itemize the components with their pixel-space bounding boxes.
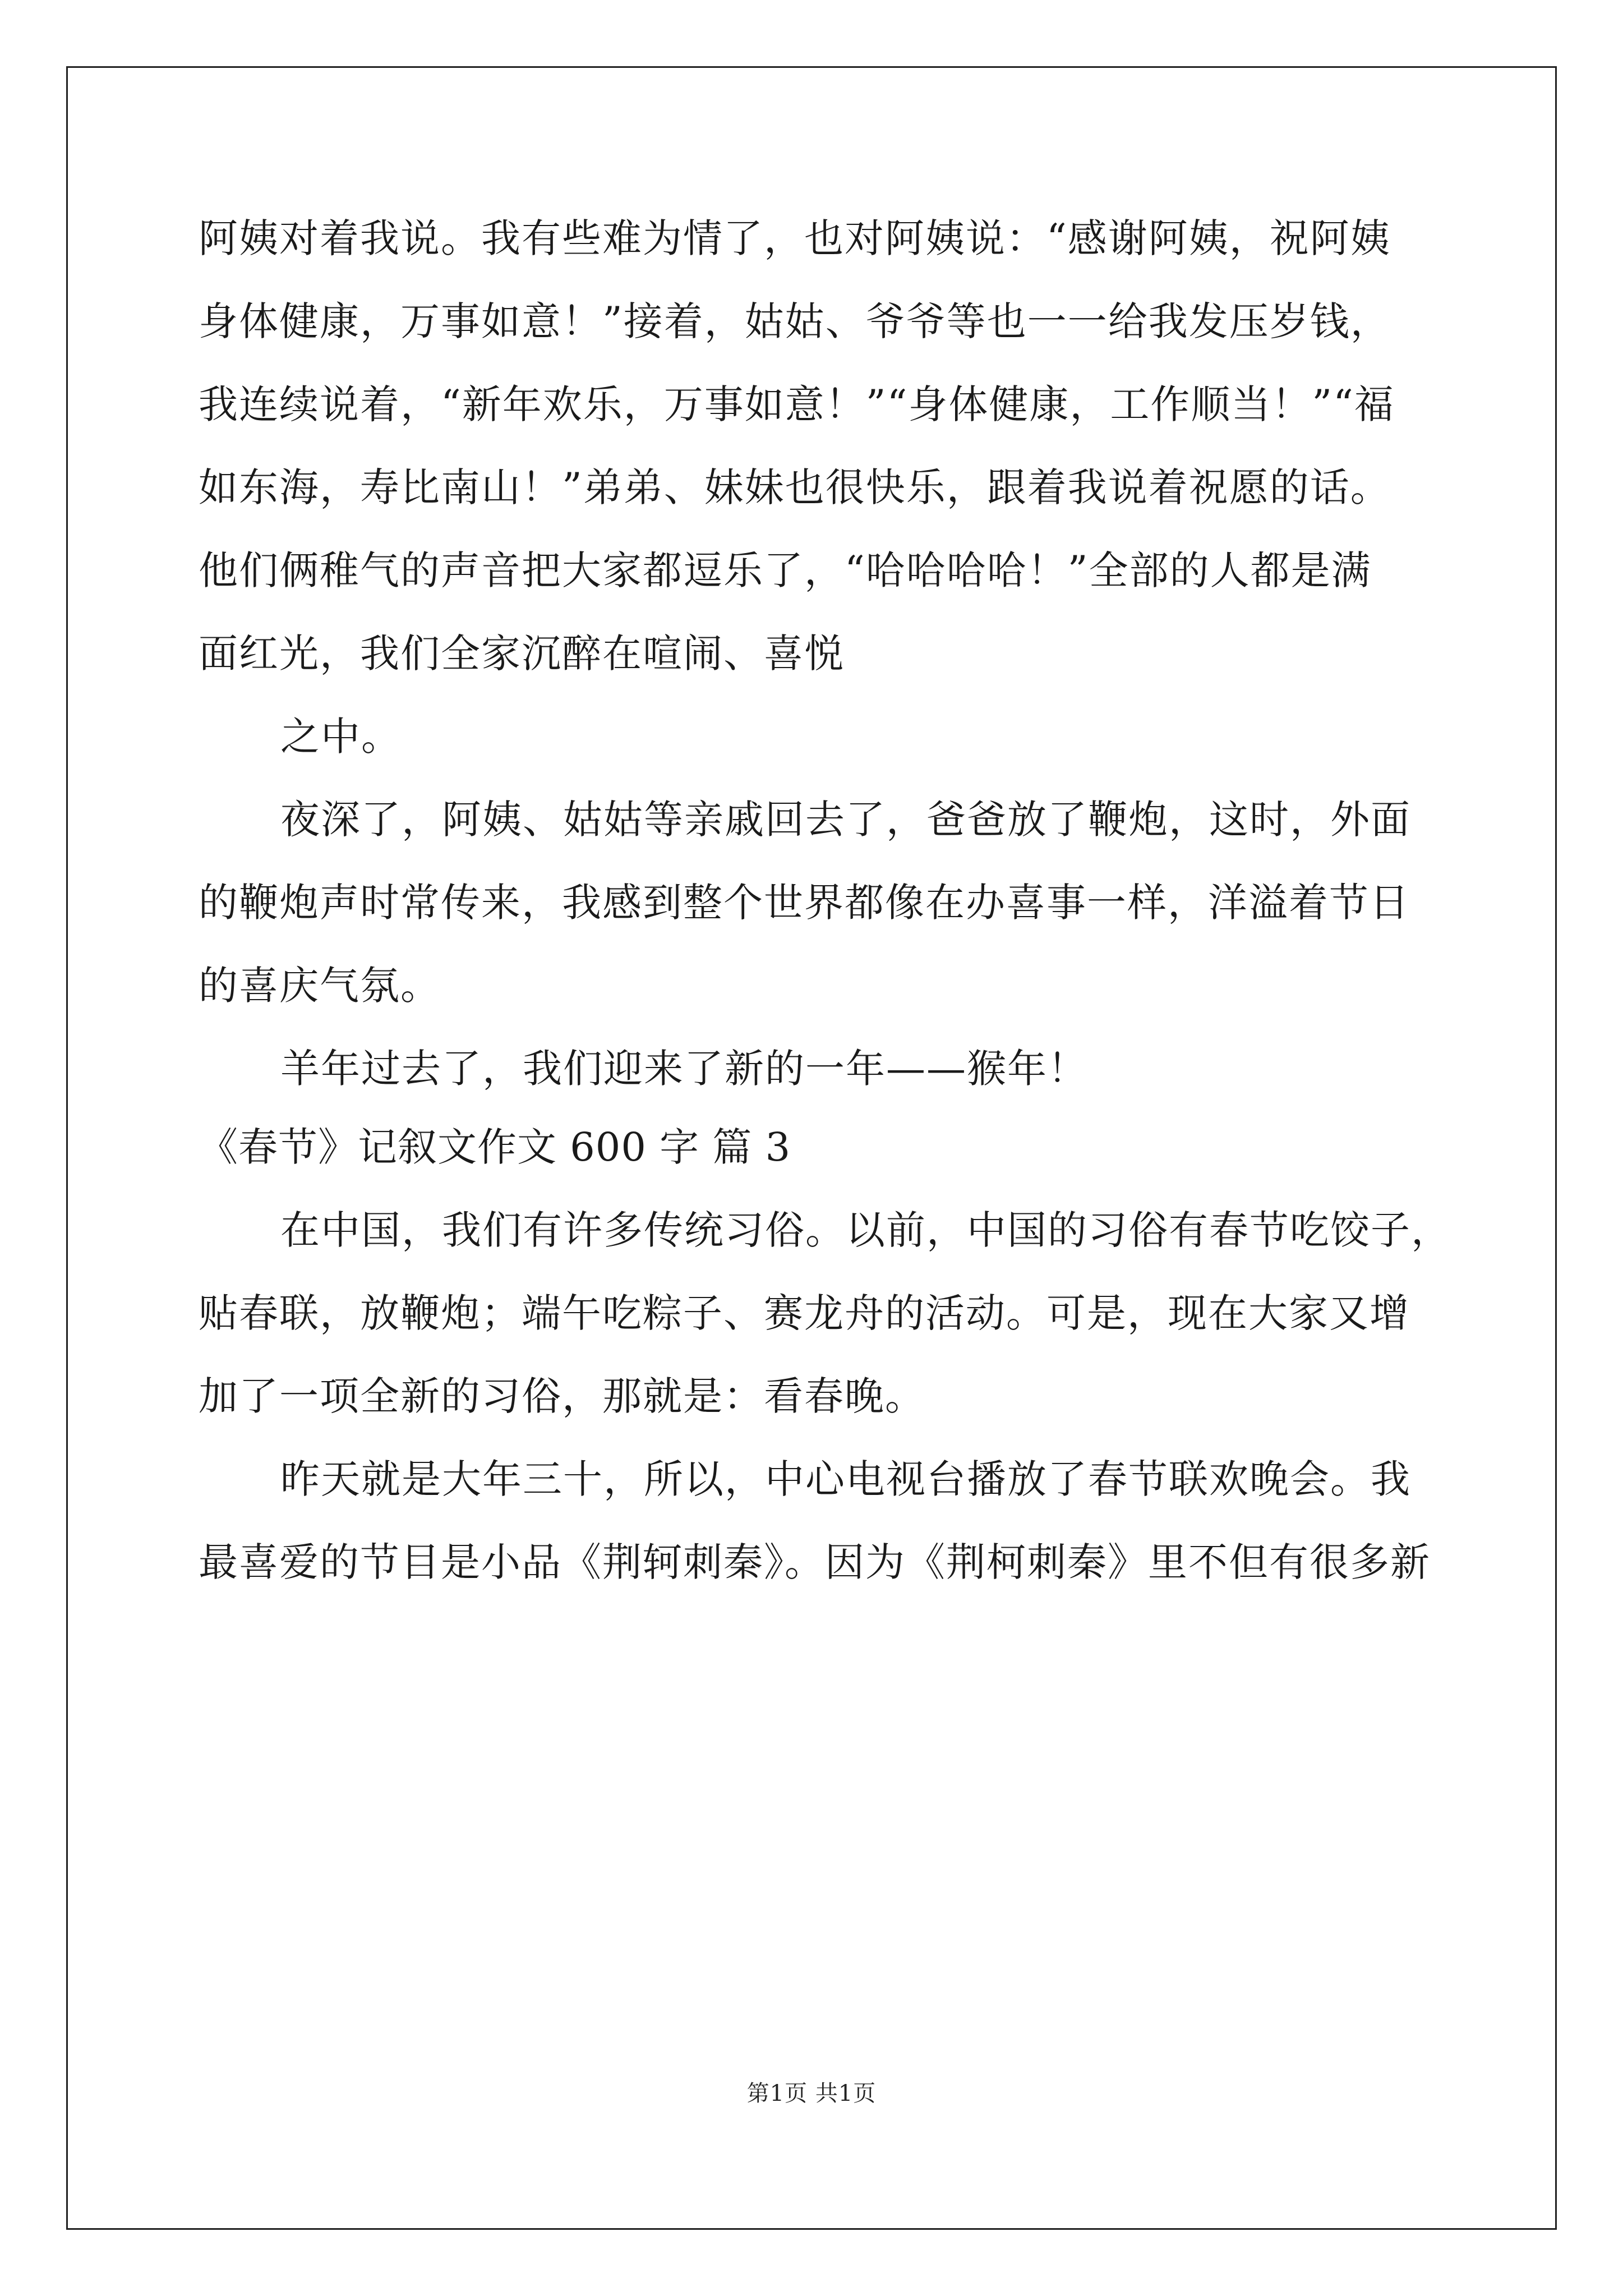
text-line: 面红光，我们全家沉醉在喧闹、喜悦 (199, 631, 845, 677)
text-line: 贴春联，放鞭炮；端午吃粽子、赛龙舟的活动。可是，现在大家又增 (199, 1290, 1410, 1336)
text-line: 他们俩稚气的声音把大家都逗乐了，“哈哈哈哈！”全部的人都是满 (199, 547, 1372, 593)
text-line: 加了一项全新的习俗，那就是：看春晚。 (199, 1373, 925, 1419)
section-heading: 《春节》记叙文作文 600 字 篇 3 (199, 1124, 791, 1170)
paragraph-start-line: 在中国，我们有许多传统习俗。以前，中国的习俗有春节吃饺子， (280, 1207, 1451, 1253)
text-line: 身体健康，万事如意！”接着，姑姑、爷爷等也一一给我发压岁钱， (199, 298, 1391, 344)
page-footer: 第1页 共1页 (746, 2081, 877, 2106)
text-line: 我连续说着，“新年欢乐，万事如意！”“身体健康，工作顺当！”“福 (199, 381, 1395, 427)
text-line: 阿姨对着我说。我有些难为情了，也对阿姨说：“感谢阿姨，祝阿姨 (199, 215, 1391, 261)
text-line: 的鞭炮声时常传来，我感到整个世界都像在办喜事一样，洋溢着节日 (199, 880, 1410, 926)
text-line: 之中。 (280, 714, 402, 760)
paragraph-start-line: 羊年过去了，我们迎来了新的一年——猴年！ (280, 1046, 1088, 1092)
text-line: 如东海，寿比南山！”弟弟、妹妹也很快乐，跟着我说着祝愿的话。 (199, 464, 1391, 510)
paragraph-start-line: 夜深了，阿姨、姑姑等亲戚回去了，爸爸放了鞭炮，这时，外面 (280, 797, 1411, 843)
text-line: 最喜爱的节目是小品《荆轲刺秦》。因为《荆柯刺秦》里不但有很多新 (199, 1539, 1431, 1585)
text-line: 的喜庆气氛。 (199, 963, 441, 1009)
paragraph-start-line: 昨天就是大年三十，所以，中心电视台播放了春节联欢晚会。我 (280, 1456, 1411, 1502)
